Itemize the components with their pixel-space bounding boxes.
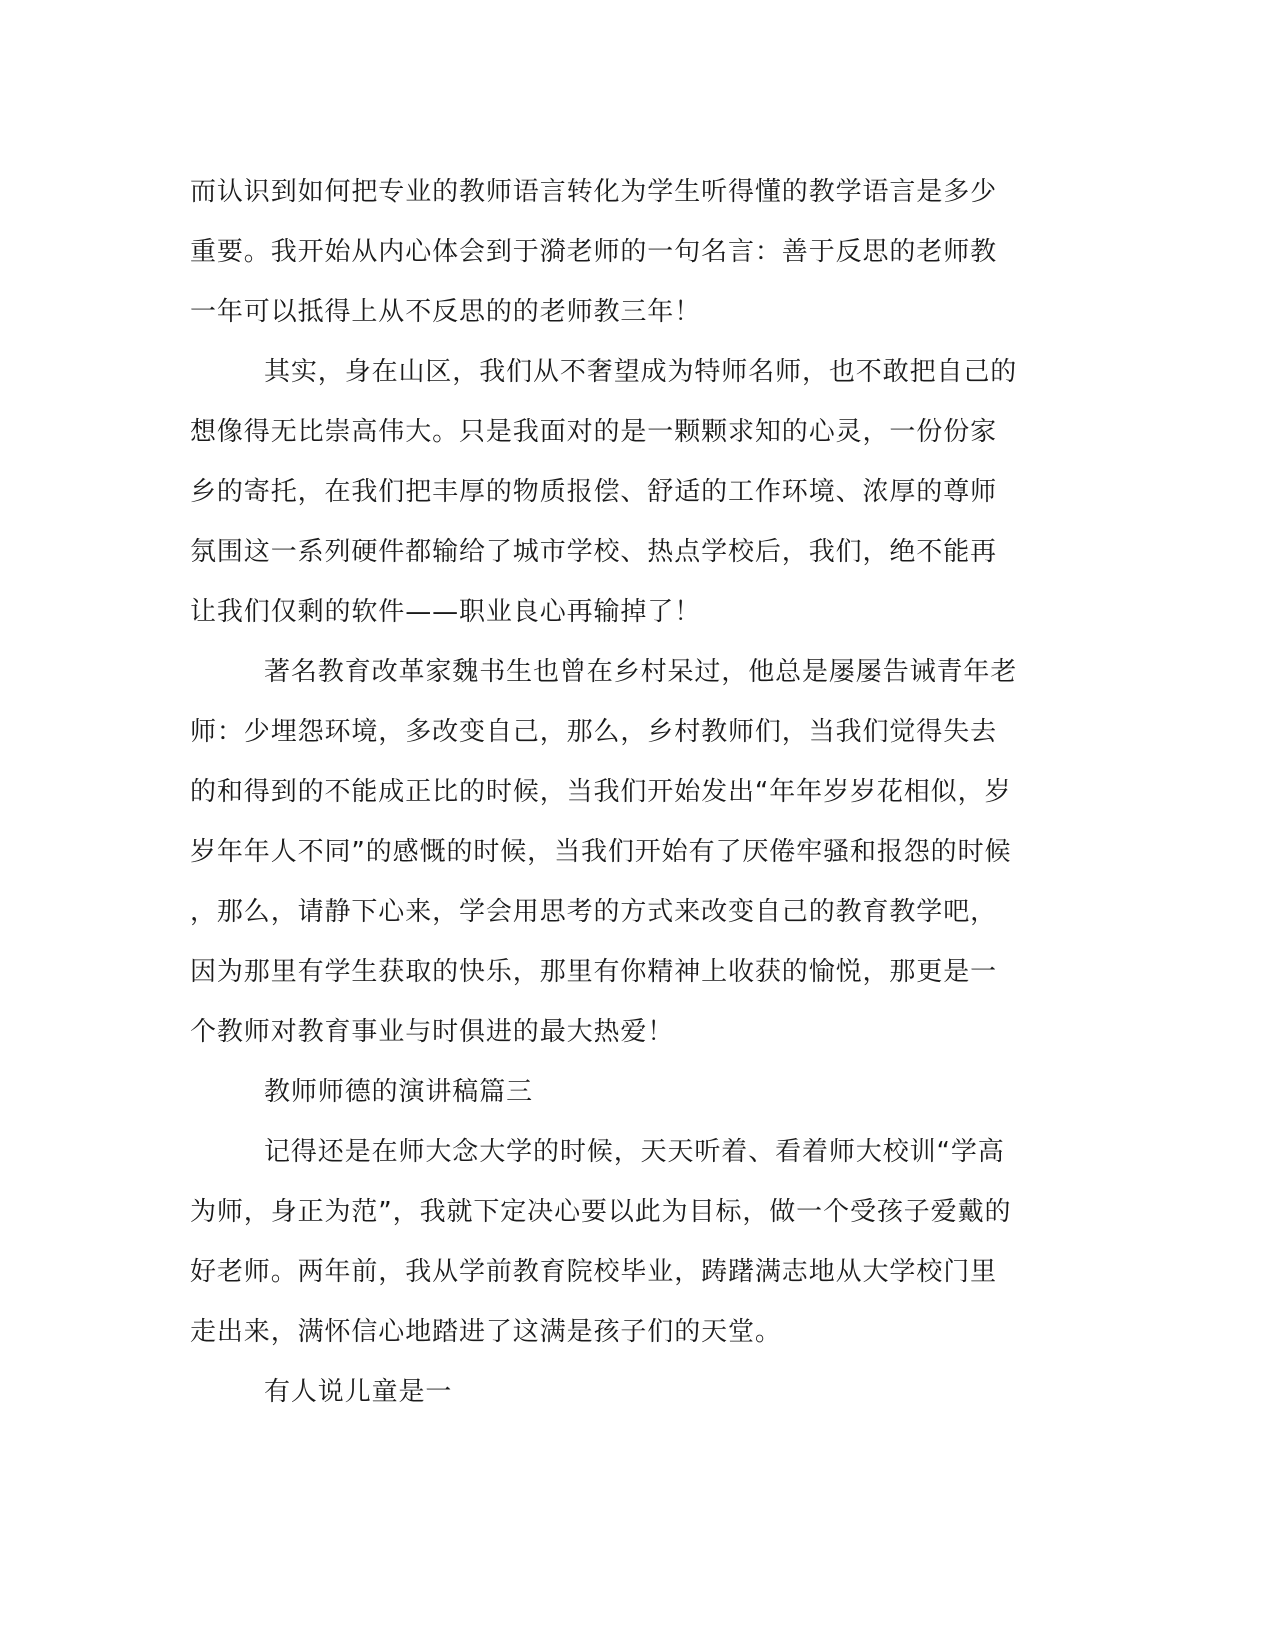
text-line: 的和得到的不能成正比的时候，当我们开始发出“年年岁岁花相似，岁 — [190, 777, 1012, 807]
paragraph-start-line: 记得还是在师大念大学的时候，天天听着、看着师大校训“学高 — [264, 1137, 1005, 1167]
document-body — [190, 162, 1090, 1422]
text-line: 乡的寄托，在我们把丰厚的物质报偿、舒适的工作环境、浓厚的尊师 — [190, 477, 998, 507]
text-line: 一年可以抵得上从不反思的的老师教三年！ — [190, 297, 702, 327]
text-line: 重要。我开始从内心体会到于漪老师的一句名言：善于反思的老师教 — [190, 237, 998, 267]
text-line: 氛围这一系列硬件都输给了城市学校、热点学校后，我们，绝不能再 — [190, 537, 998, 567]
text-line: 想像得无比崇高伟大。只是我面对的是一颗颗求知的心灵，一份份家 — [190, 417, 998, 447]
paragraph-start-line: 有人说儿童是一 — [264, 1377, 453, 1407]
text-line: 师：少埋怨环境，多改变自己，那么，乡村教师们，当我们觉得失去 — [190, 717, 998, 747]
text-line: 为师，身正为范”，我就下定决心要以此为目标，做一个受孩子爱戴的 — [190, 1197, 1012, 1227]
text-line: 岁年年人不同”的感慨的时候，当我们开始有了厌倦牢骚和报怨的时候 — [190, 837, 1012, 867]
text-line: 因为那里有学生获取的快乐，那里有你精神上收获的愉悦，那更是一 — [190, 957, 998, 987]
paragraph-start-line: 著名教育改革家魏书生也曾在乡村呆过，他总是屡屡告诫青年老 — [264, 657, 1018, 687]
text-line: 走出来，满怀信心地踏进了这满是孩子们的天堂。 — [190, 1317, 782, 1347]
paragraph-start-line: 其实，身在山区，我们从不奢望成为特师名师，也不敢把自己的 — [264, 357, 1018, 387]
text-line: ，那么，请静下心来，学会用思考的方式来改变自己的教育教学吧， — [190, 897, 998, 927]
text-line: 而认识到如何把专业的教师语言转化为学生听得懂的教学语言是多少 — [190, 177, 998, 207]
text-line: 让我们仅剩的软件——职业良心再输掉了！ — [190, 597, 702, 627]
section-heading: 教师师德的演讲稿篇三 — [264, 1077, 534, 1107]
text-line: 个教师对教育事业与时俱进的最大热爱！ — [190, 1017, 675, 1047]
text-line: 好老师。两年前，我从学前教育院校毕业，踌躇满志地从大学校门里 — [190, 1257, 998, 1287]
